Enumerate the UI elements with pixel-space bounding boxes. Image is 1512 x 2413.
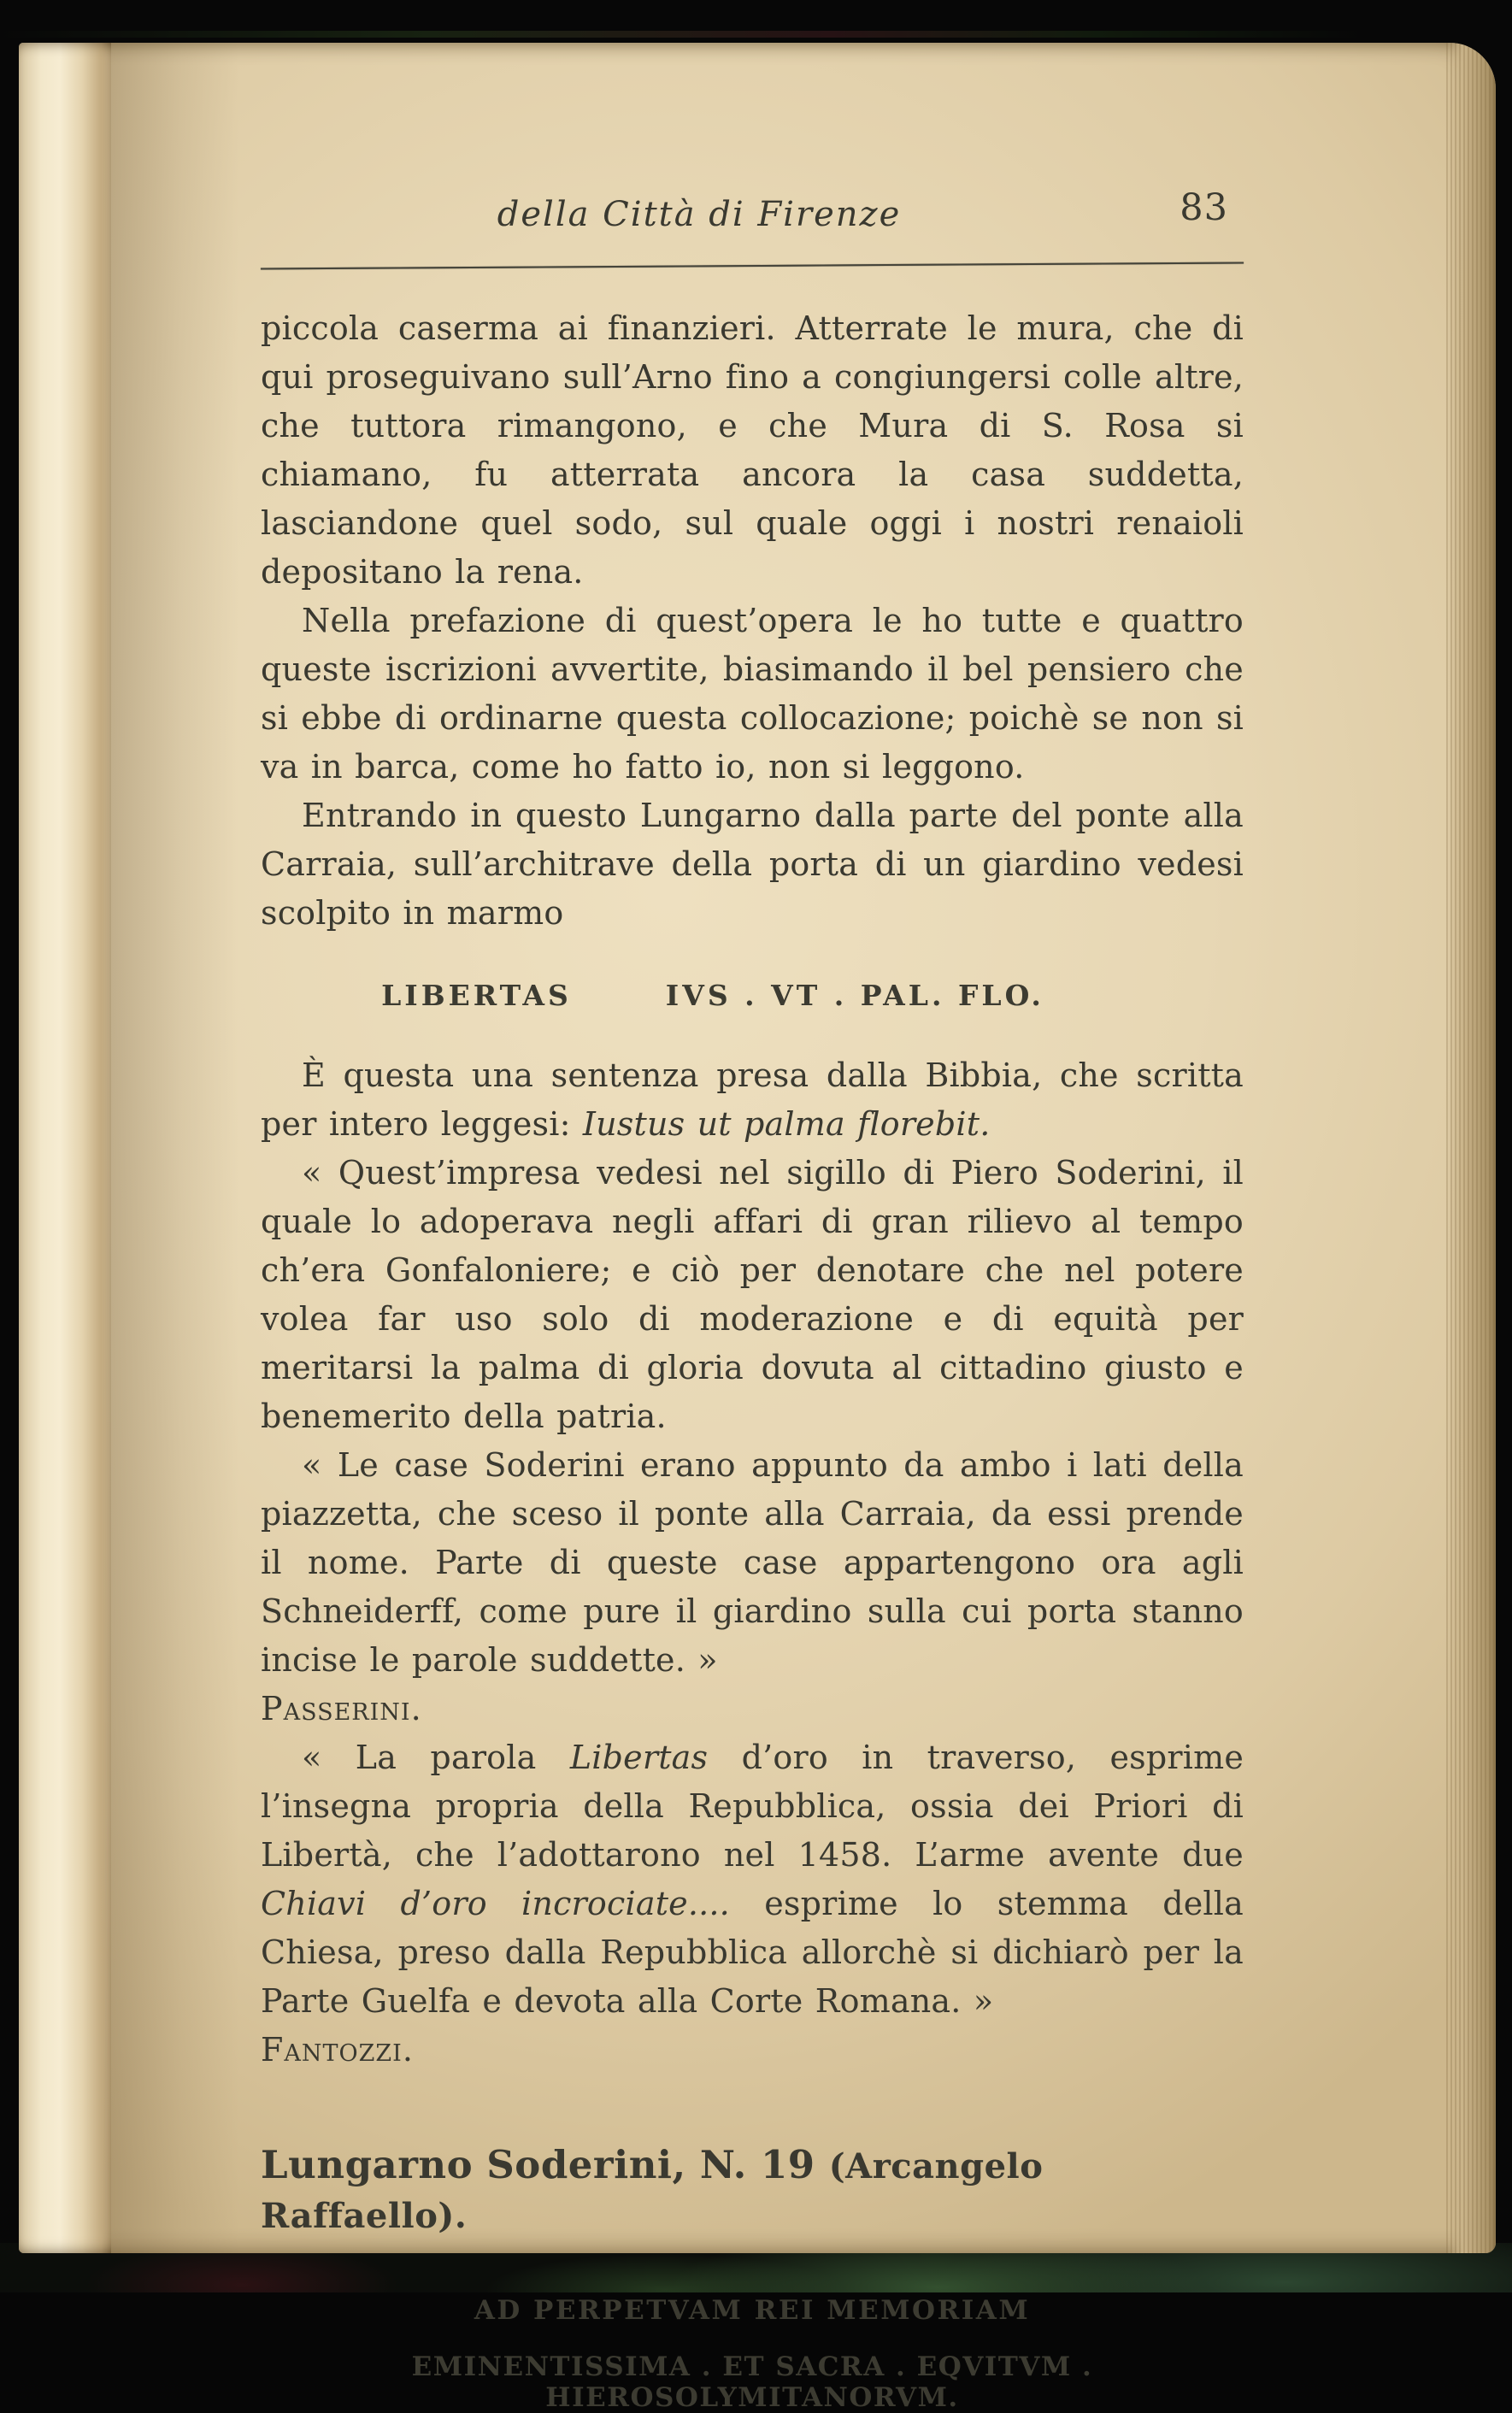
book-cover-top-edge (0, 31, 1512, 38)
page-edge-right (1446, 43, 1496, 2253)
italic-term: Libertas (569, 1739, 709, 1776)
page-text (261, 186, 1244, 2413)
section-heading-main: Lungarno Soderini, N. 19 (261, 2142, 829, 2187)
page-curl-left (19, 43, 111, 2253)
paragraph-text: Nella prefazione di quest’opera le ho tutte e quattro queste iscrizioni avvertite, biasimando il bel pensiero che si ebbe di ordinarne questa collocazione; poichè se non si va in barca, come ho fatto io, non si leggono. (261, 602, 1244, 786)
paragraph-text: È questa una sentenza presa dalla Bibbia, che scritta per intero leggesi: (261, 1056, 1244, 1143)
italic-term: Chiavi d’oro incrociate.... (261, 1885, 730, 1922)
paragraph-text: piccola caserma ai finanzieri. Atterrate le mura, che di qui proseguivano sull’Arno fino a congiungersi colle altre, che tuttora rimangono, e che Mura di S. Rosa si chiamano, fu atterrata ancora la casa suddetta, lasciandone quel sodo, sul quale oggi i nostri renaioli depositano la rena. (261, 309, 1244, 591)
inscription-right: IVS . VT . PAL. FLO. (665, 979, 1044, 1012)
paragraph (261, 597, 1244, 792)
section-heading-paren: (Arcangelo Raffaello). (261, 2146, 1044, 2236)
paragraph (261, 1441, 1244, 1685)
page-number: 83 (1180, 186, 1228, 229)
section-heading (261, 2141, 1244, 2240)
paragraph-text: d’oro in traverso, esprime l’insegna propria della Repubblica, ossia dei Priori di Libertà, che l’adottarono nel 1458. L’arme avente due (261, 1739, 1244, 1874)
paragraph (261, 1051, 1244, 1149)
latin-quote: Iustus ut palma florebit. (582, 1105, 991, 1143)
paragraph (261, 792, 1244, 938)
paragraph (261, 1733, 1244, 2026)
paragraph (261, 1149, 1244, 1441)
memorial-line-2: EMINENTISSIMA . ET SACRA . EQVITVM . HIEROSOLYMITANORVM. (411, 2351, 1093, 2413)
paragraph-text: esprime lo stemma della Chiesa, preso dalla Repubblica allorchè si dichiarò per la Parte Guelfa e devota alla Corte Romana. » (261, 1885, 1244, 2020)
paragraph-text: « La parola (302, 1739, 570, 1776)
header-rule (261, 262, 1244, 269)
marble-inscription (221, 979, 1204, 1012)
attribution-fantozzi: Fantozzi. (261, 2031, 414, 2069)
inscription-left: LIBERTAS (381, 979, 572, 1012)
paragraph-text: « Quest’impresa vedesi nel sigillo di Piero Soderini, il quale lo adoperava negli affari di gran rilievo al tempo ch’era Gonfaloniere; e ciò per denotare che nel potere volea far uso solo di moderazione e di equità per meritarsi la palma di gloria dovuta al cittadino giusto e benemerito della patria. (261, 1154, 1244, 1435)
memorial-line-1: AD PERPETVAM REI MEMORIAM (474, 2295, 1031, 2326)
paragraph-text: « Le case Soderini erano appunto da ambo i lati della piazzetta, che sceso il ponte alla Carraia, da essi prende il nome. Parte di queste case appartengono ora agli Schneiderff, come pure il giardino sulla cui porta stanno incise le parole suddette. » (261, 1446, 1244, 1679)
running-head: della Città di Firenze (497, 195, 902, 234)
gutter-shadow (111, 43, 239, 2253)
paragraph-text: Entrando in questo Lungarno dalla parte del ponte alla Carraia, sull’architrave della porta di un giardino vedesi scolpito in marmo (261, 797, 1244, 932)
page-header (261, 186, 1244, 248)
paragraph (261, 304, 1244, 597)
book-page (19, 43, 1496, 2413)
attribution-passerini: Passerini. (261, 1690, 422, 1727)
